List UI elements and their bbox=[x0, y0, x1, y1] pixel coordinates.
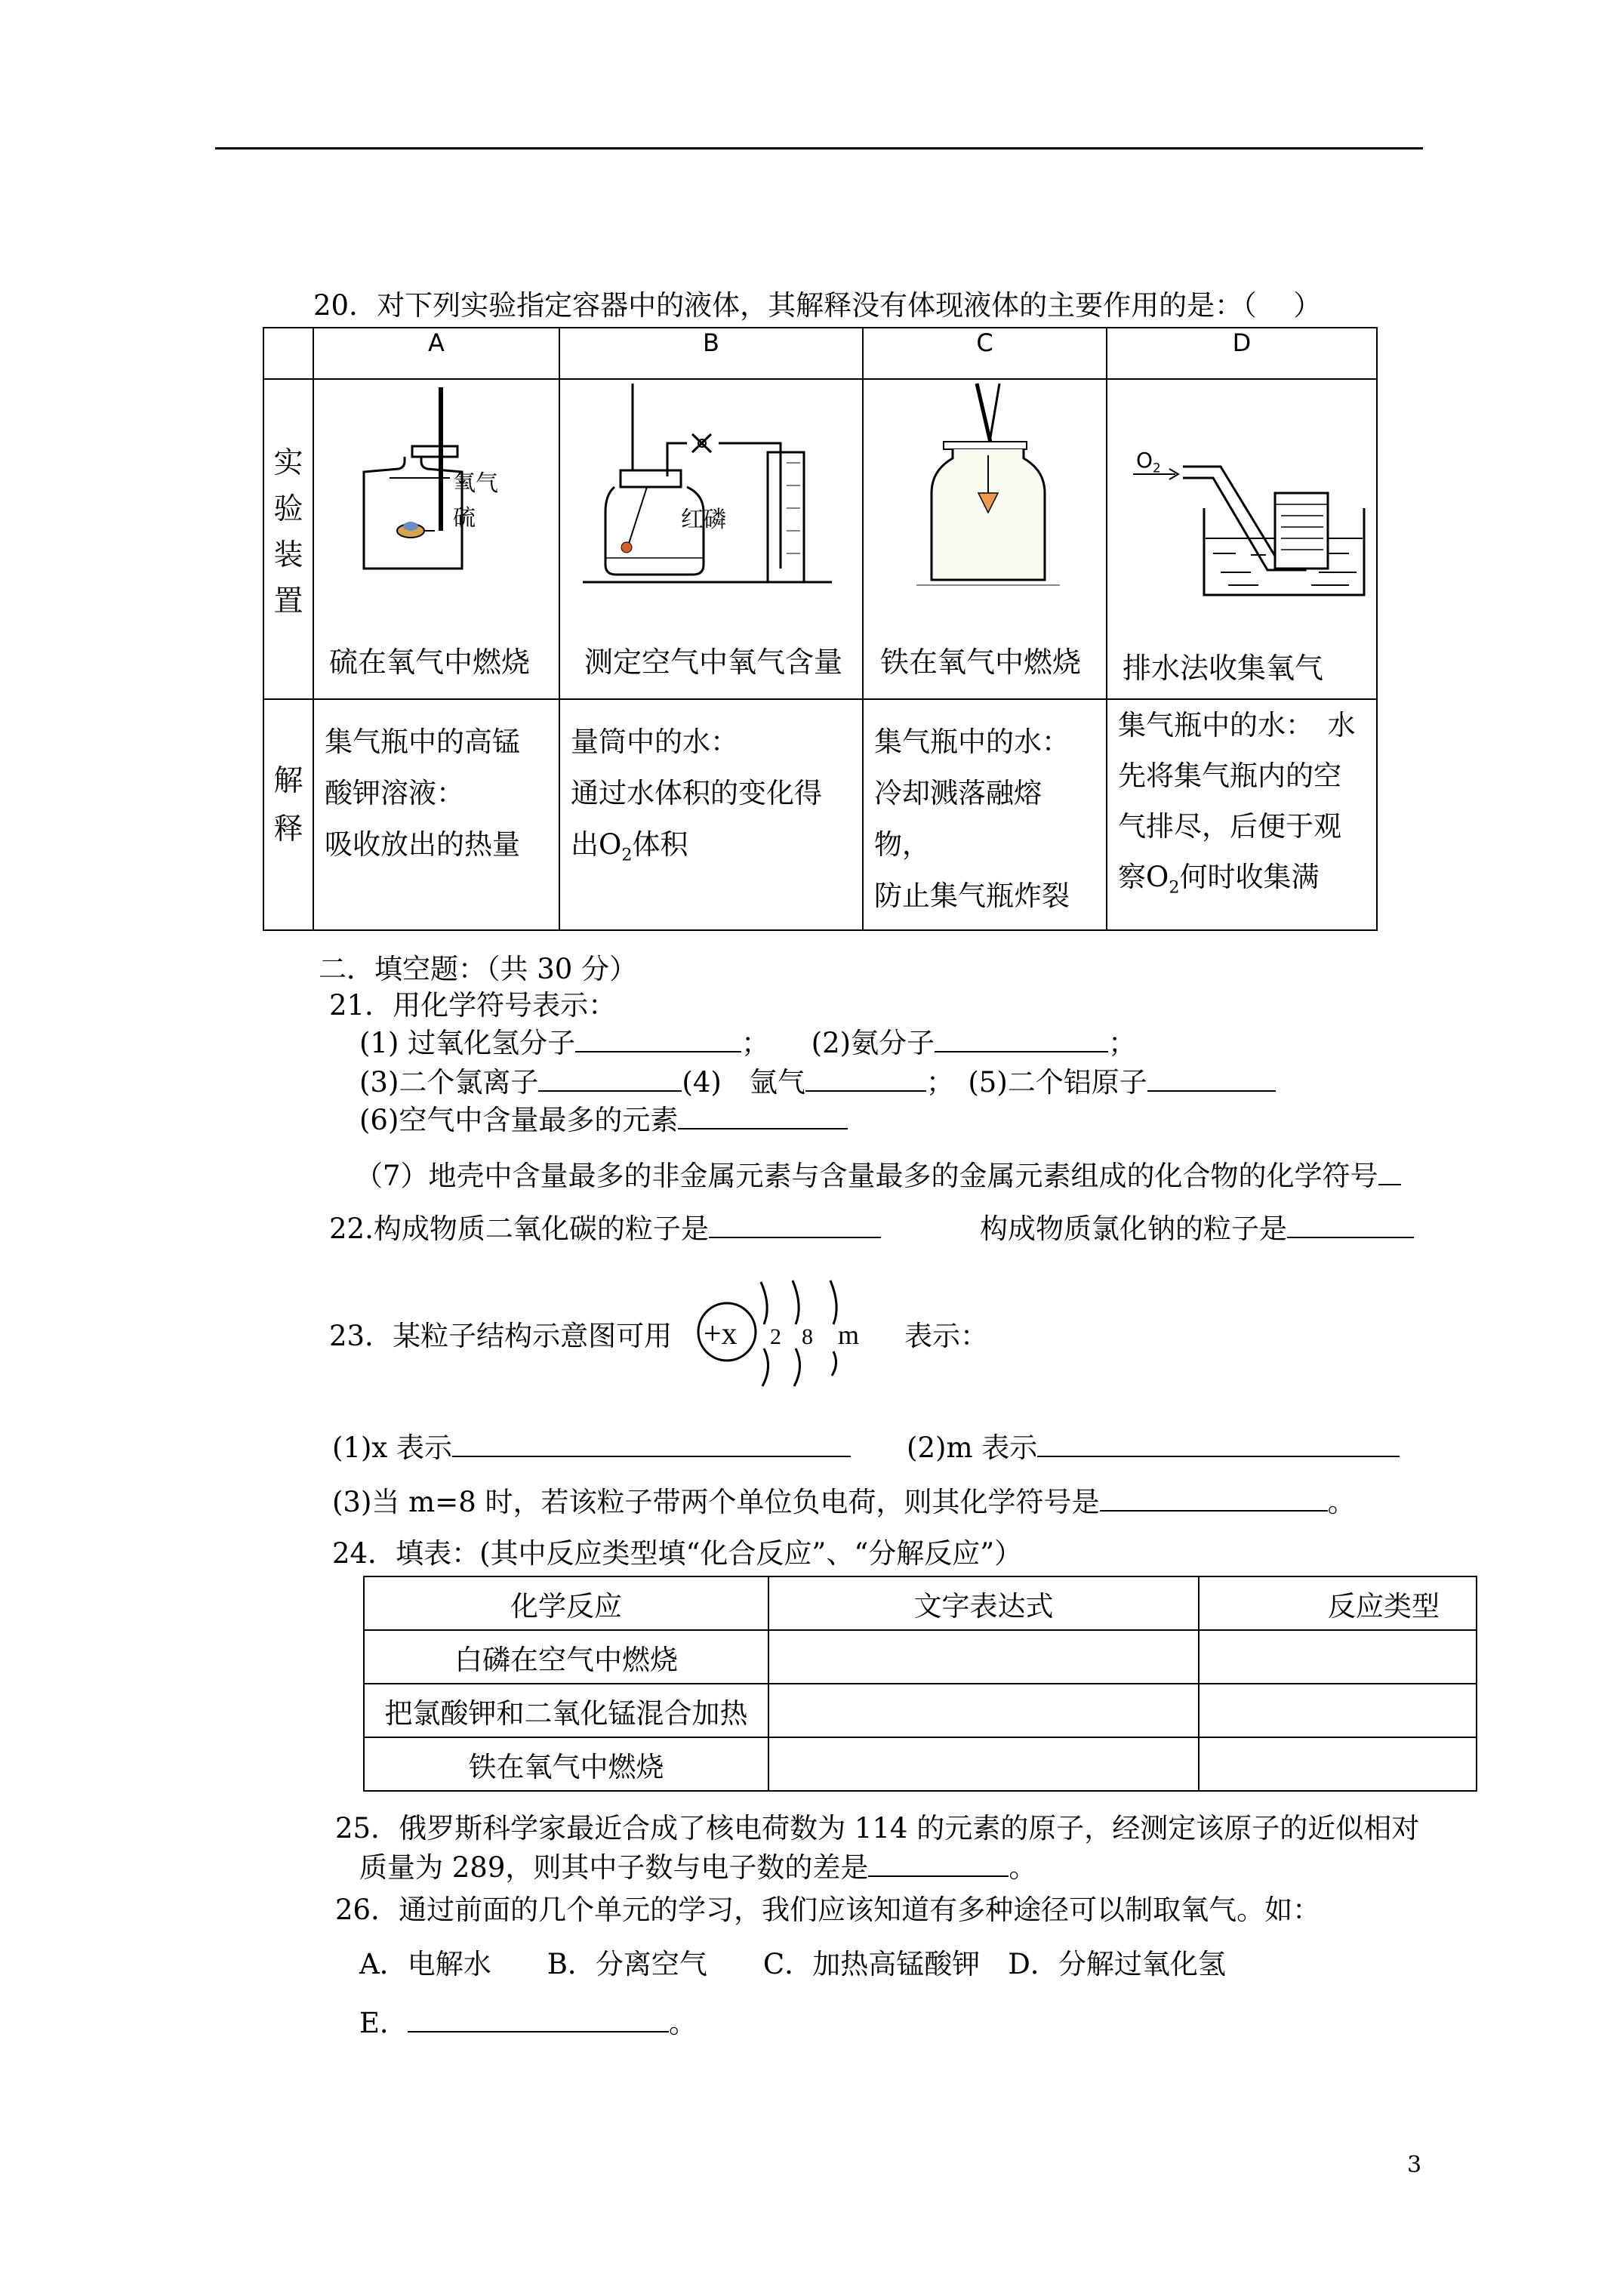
apparatus-b bbox=[559, 379, 863, 699]
answer-blank[interactable] bbox=[805, 1065, 926, 1092]
q25-line2: 质量为 289，则其中子数与电子数的差是 。 bbox=[359, 1851, 1037, 1884]
fig-label-oxygen: 氧气 bbox=[453, 470, 498, 497]
answer-blank[interactable] bbox=[408, 2005, 669, 2032]
q22-part2: 构成物质氯化钠的粒子是 bbox=[980, 1211, 1414, 1246]
q24-row1-type[interactable] bbox=[1199, 1630, 1477, 1684]
caption-c: 铁在氧气中燃烧 bbox=[880, 646, 1082, 679]
explanation-d: 集气瓶中的水： 水 先将集气瓶内的空 气排尽，后便于观 察$O_2$何时收集满 bbox=[1107, 699, 1377, 930]
q21-line2: (3)二个氯离子 (4) 氩气 ； (5)二个铝原子 bbox=[359, 1065, 1276, 1099]
col-header-c: C bbox=[863, 328, 1107, 379]
answer-blank[interactable] bbox=[452, 1430, 851, 1457]
answer-blank[interactable] bbox=[1287, 1211, 1414, 1238]
fig-label-red-phosphorus: 红磷 bbox=[681, 507, 726, 533]
iron-jar-figure bbox=[864, 380, 1104, 621]
answer-blank[interactable] bbox=[1037, 1430, 1400, 1457]
apparatus-c bbox=[863, 379, 1107, 699]
q24-row2-type[interactable] bbox=[1199, 1684, 1477, 1737]
q26-options: A．电解水 B．分离空气 C．加热高锰酸钾 D．分解过氧化氢 bbox=[359, 1948, 1226, 1980]
col-header-b: B bbox=[559, 328, 863, 379]
caption-d: 排水法收集氧气 bbox=[1123, 652, 1324, 685]
q20-stem: 20．对下列实验指定容器中的液体，其解释没有体现液体的主要作用的是：（ ） bbox=[313, 289, 1322, 322]
svg-text:2: 2 bbox=[770, 1324, 781, 1349]
q26-option-e: E． 。 bbox=[359, 2007, 698, 2039]
q24-row2-expression[interactable] bbox=[768, 1684, 1199, 1737]
q23-stem: 23．某粒子结构示意图可用 bbox=[329, 1320, 673, 1352]
q23-line1: (1)x 表示 (2)m 表示 bbox=[332, 1430, 1400, 1465]
q24-row3-expression[interactable] bbox=[768, 1737, 1199, 1791]
section2-heading: 二．填空题：（共 30 分） bbox=[319, 953, 638, 985]
q24-stem: 24．填表：(其中反应类型填“化合反应”、“分解反应”） bbox=[332, 1537, 1023, 1570]
q21-line1: (1) 过氧化氢分子 ； (2)氨分子 ； bbox=[359, 1027, 1137, 1059]
atom-structure-diagram bbox=[694, 1276, 876, 1389]
q24-row2-reaction: 把氯酸钾和二氧化锰混合加热 bbox=[364, 1684, 768, 1737]
q24-table bbox=[363, 1576, 1477, 1792]
q24-header-expression: 文字表达式 bbox=[768, 1576, 1199, 1630]
answer-blank[interactable] bbox=[935, 1025, 1108, 1052]
fig-label-sulfur: 硫 bbox=[453, 505, 476, 532]
answer-blank[interactable] bbox=[709, 1211, 881, 1238]
explanation-b: 量筒中的水： 通过水体积的变化得 出$O_2$体积 bbox=[559, 699, 863, 930]
q24-header-reaction: 化学反应 bbox=[364, 1576, 768, 1630]
apparatus-d bbox=[1107, 379, 1377, 699]
q24-header-type: 反应类型 bbox=[1199, 1576, 1477, 1630]
svg-text:m: m bbox=[838, 1320, 860, 1350]
answer-blank[interactable] bbox=[1100, 1484, 1328, 1512]
answer-blank[interactable] bbox=[1378, 1158, 1401, 1185]
row-label-explanation: 解 释 bbox=[263, 699, 313, 930]
q23-line2: (3)当 m=8 时，若该粒子带两个单位负电荷，则其化学符号是 。 bbox=[332, 1486, 1356, 1518]
q25-line1: 25．俄罗斯科学家最近合成了核电荷数为 114 的元素的原子，经测定该原子的近似相对 bbox=[335, 1812, 1420, 1845]
q21-line3: (6)空气中含量最多的元素 bbox=[359, 1102, 848, 1137]
q24-row3-type[interactable] bbox=[1199, 1737, 1477, 1791]
q24-row1-reaction: 白磷在空气中燃烧 bbox=[364, 1630, 768, 1684]
q22-part1: 22.构成物质二氧化碳的粒子是 bbox=[329, 1211, 881, 1246]
header-rule bbox=[215, 147, 1423, 149]
apparatus-a bbox=[313, 379, 559, 699]
svg-text:+x: +x bbox=[704, 1317, 738, 1351]
q20-table bbox=[263, 327, 1378, 931]
water-collection-figure bbox=[1107, 380, 1375, 621]
answer-blank[interactable] bbox=[1147, 1065, 1276, 1092]
fig-label-o2: $O_2$ bbox=[1136, 448, 1161, 476]
answer-blank[interactable] bbox=[678, 1102, 848, 1130]
q26-stem: 26．通过前面的几个单元的学习，我们应该知道有多种途径可以制取氧气。如： bbox=[335, 1894, 1321, 1926]
answer-blank[interactable] bbox=[575, 1025, 741, 1052]
q23-stem-end: 表示： bbox=[904, 1320, 988, 1352]
sulfur-jar-figure bbox=[314, 380, 556, 652]
explanation-c: 集气瓶中的水： 冷却溅落融熔物， 防止集气瓶炸裂 bbox=[863, 699, 1107, 930]
q21-stem: 21．用化学符号表示： bbox=[329, 989, 617, 1022]
q24-row3-reaction: 铁在氧气中燃烧 bbox=[364, 1737, 768, 1791]
q21-line4: （7）地壳中含量最多的非金属元素与含量最多的金属元素组成的化合物的化学符号 bbox=[355, 1158, 1401, 1193]
q24-row1-expression[interactable] bbox=[768, 1630, 1199, 1684]
explanation-a: 集气瓶中的高锰 酸钾溶液： 吸收放出的热量 bbox=[313, 699, 559, 930]
caption-b: 测定空气中氧气含量 bbox=[584, 646, 843, 679]
answer-blank[interactable] bbox=[538, 1065, 682, 1092]
col-header-a: A bbox=[313, 328, 559, 379]
caption-a: 硫在氧气中燃烧 bbox=[329, 646, 531, 679]
answer-blank[interactable] bbox=[868, 1850, 1009, 1877]
page-number: 3 bbox=[1407, 2152, 1422, 2178]
svg-text:8: 8 bbox=[802, 1324, 813, 1349]
row-label-apparatus: 实 验 装 置 bbox=[263, 379, 313, 699]
col-header-d: D bbox=[1107, 328, 1377, 379]
phosphorus-jar-figure bbox=[560, 380, 861, 621]
